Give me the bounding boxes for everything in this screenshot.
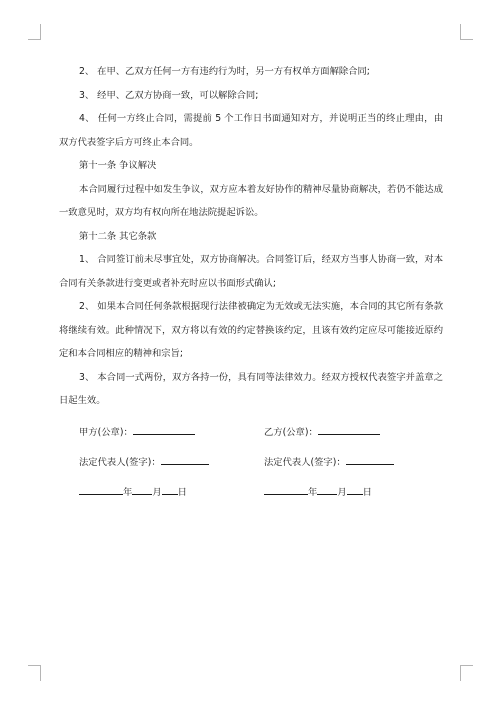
party-a-year-blank bbox=[79, 484, 123, 495]
article-11-heading: 第十一条 争议解决 bbox=[79, 160, 157, 171]
clause-4-termination: 4、 任何一方终止合同，需提前 5 个工作日书面通知对方，并说明正当的终止理由，由双方代表签字后方可终止本合同。 bbox=[59, 113, 443, 148]
party-b-rep-label: 法定代表人(签字)： bbox=[264, 456, 346, 468]
crop-mark-top-right bbox=[460, 24, 473, 40]
party-a-day-label: 日 bbox=[177, 486, 187, 498]
party-b-day-label: 日 bbox=[362, 486, 372, 498]
article-12-heading: 第十二条 其它条款 bbox=[79, 230, 157, 242]
party-b-month-blank bbox=[317, 484, 337, 495]
representative-row bbox=[59, 448, 443, 478]
party-b-seal bbox=[264, 424, 380, 438]
party-b-date bbox=[264, 484, 372, 498]
clause-3-termination: 3、 经甲、乙双方协商一致，可以解除合同; bbox=[79, 89, 259, 101]
date-row bbox=[59, 478, 443, 508]
party-b-month-label: 月 bbox=[337, 486, 347, 498]
crop-mark-bottom-right bbox=[460, 665, 473, 681]
party-a-year-label: 年 bbox=[123, 486, 133, 498]
party-b-seal-label: 乙方(公章)： bbox=[264, 426, 318, 438]
party-a-date bbox=[79, 484, 187, 498]
article-11-body: 本合同履行过程中如发生争议，双方应本着友好协作的精神尽量协商解决，若仍不能达成一致意见时，双方均有权向所在地法院提起诉讼。 bbox=[59, 183, 443, 218]
document-body bbox=[59, 60, 443, 508]
party-b-rep-blank bbox=[346, 454, 394, 465]
party-b-representative bbox=[264, 454, 394, 468]
party-a-seal-label: 甲方(公章)： bbox=[79, 426, 133, 438]
party-a-rep-label: 法定代表人(签字)： bbox=[79, 456, 161, 468]
party-a-month-blank bbox=[132, 484, 152, 495]
party-a-seal bbox=[79, 424, 195, 438]
party-b-day-blank bbox=[347, 484, 363, 495]
crop-mark-top-left bbox=[28, 24, 41, 40]
seal-row bbox=[59, 418, 443, 448]
article-12-clause-1: 1、 合同签订前未尽事宜处，双方协商解决。合同签订后，经双方当事人协商一致，对本合同有关条款进行变更或者补充时应以书面形式确认; bbox=[59, 254, 443, 289]
party-b-year-blank bbox=[264, 484, 308, 495]
party-a-rep-blank bbox=[161, 454, 209, 465]
party-a-month-label: 月 bbox=[152, 486, 162, 498]
clause-2-termination: 2、 在甲、乙双方任何一方有违约行为时，另一方有权单方面解除合同; bbox=[79, 66, 370, 77]
crop-mark-bottom-left bbox=[28, 665, 41, 681]
party-b-seal-blank bbox=[318, 424, 380, 435]
party-a-day-blank bbox=[162, 484, 178, 495]
article-12-clause-3: 3、 本合同一式两份，双方各持一份，具有同等法律效力。经双方授权代表签字并盖章之日起生效。 bbox=[59, 371, 443, 406]
party-b-year-label: 年 bbox=[308, 486, 318, 498]
party-a-seal-blank bbox=[133, 424, 195, 435]
article-12-clause-2: 2、 如果本合同任何条款根据现行法律被确定为无效或无法实施，本合同的其它所有条款将继续有效。此种情况下，双方将以有效的约定替换该约定，且该有效约定应尽可能接近原约定和本合同相应的精神和宗旨; bbox=[59, 301, 443, 359]
party-a-representative bbox=[79, 454, 209, 468]
